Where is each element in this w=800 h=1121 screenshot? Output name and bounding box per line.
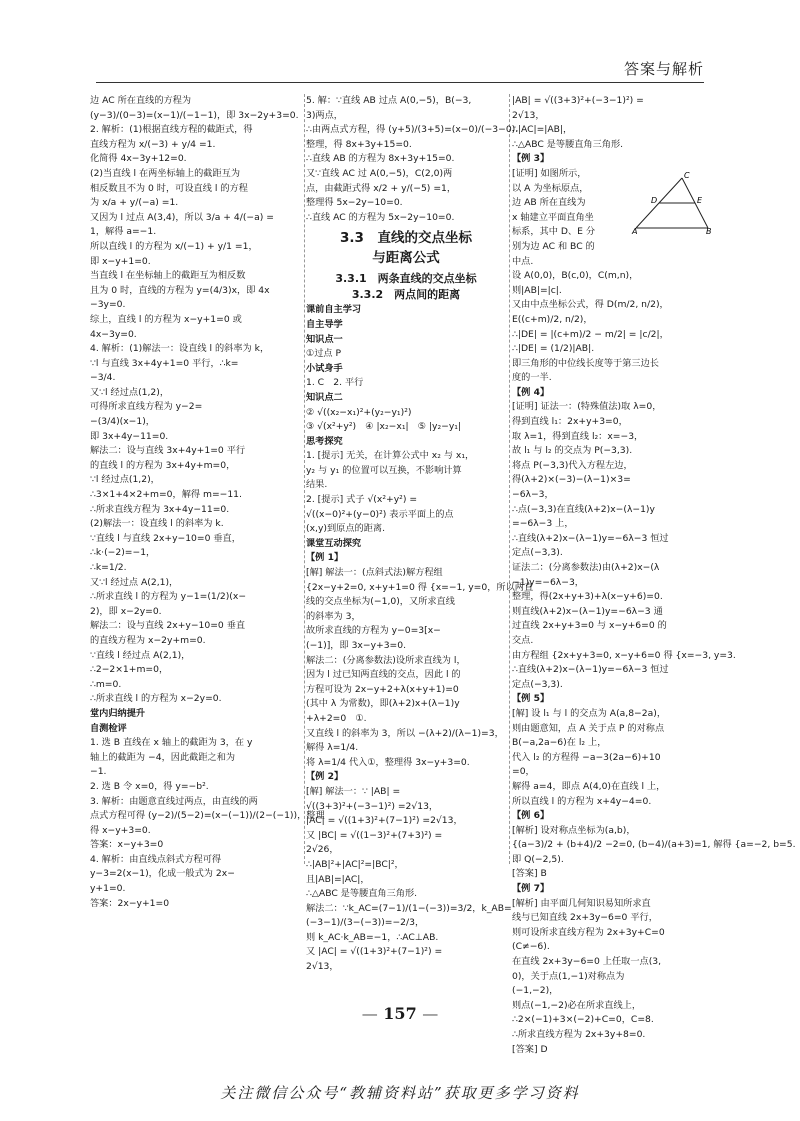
text-line: 整理，得(2x+y+3)+λ(x−y+6)=0. xyxy=(512,591,663,603)
text-line: 的直线方程为 x−2y+m=0. xyxy=(90,634,206,646)
text-line: (−1,−2)， xyxy=(512,985,559,997)
text-line: 方程可设为 2x−y+2+λ(x+y+1)=0 xyxy=(306,683,459,695)
text-line: 别为边 AC 和 BC 的 xyxy=(512,240,595,252)
text-line: 得 x−y+3=0. xyxy=(90,824,151,836)
text-line: (其中 λ 为常数)，即(λ+2)x+(λ−1)y xyxy=(306,698,460,710)
text-line: 小试身手 xyxy=(306,362,343,374)
text-line: 将 λ=1/4 代入①，整理得 3x−y+3=0. xyxy=(306,756,470,768)
text-line: ∴△ABC 是等腰直角三角形. xyxy=(512,138,624,150)
text-line: 代入 l₂ 的方程得 −a−3(2a−6)+10 xyxy=(512,751,661,763)
text-line: 【例 3】 xyxy=(512,153,550,165)
text-line: 0)，关于点(1,−1)对称点为 xyxy=(512,970,625,982)
text-line: ∴k·(−2)=−1， xyxy=(90,547,156,559)
text-line: ∴m=0. xyxy=(90,678,122,690)
text-line: [解析] 设对称点坐标为(a,b)， xyxy=(512,824,636,836)
label-a: A xyxy=(632,227,638,236)
text-line: [证明] 如图所示， xyxy=(512,167,587,179)
text-line: ∴所求直线方程为 2x+3y+8=0. xyxy=(512,1029,646,1040)
text-line: 4. 解析：(1)解法一：设直线 l 的斜率为 k， xyxy=(90,343,270,355)
text-line: 又∵l 经过点 A(2,1)， xyxy=(90,576,179,588)
page-number: — 157 — xyxy=(361,1004,439,1023)
text-line: [解析] 由平面几何知识易知所求直 xyxy=(512,897,651,909)
text-line: −(3/4)(x−1)， xyxy=(90,416,155,428)
text-line: 1. C 2. 平行 xyxy=(306,377,364,389)
text-line: 解法二：设与直线 3x+4y+1=0 平行 xyxy=(90,445,246,457)
text-line: ∴所求直线方程为 3x+4y−11=0. xyxy=(90,503,230,515)
text-line: 整理得 5x−2y−10=0. xyxy=(306,197,403,209)
text-line: 因为 l 过已知两直线的交点，因此 l 的 xyxy=(306,669,461,681)
text-line: 2. 解析：(1)根据直线方程的截距式，得 xyxy=(90,124,253,136)
text-line: 所以直线 l 的方程为 x/(−1) + y/1 =1， xyxy=(90,240,258,252)
text-line: 堂内归纳提升 xyxy=(90,707,146,719)
text-line: ∵l 经过点(1,2)， xyxy=(90,474,160,486)
text-line: 解得 a=4，即点 A(4,0)在直线 l 上， xyxy=(512,780,666,792)
text-line: −6λ−3， xyxy=(512,489,554,501)
text-line: 5. 解：∵直线 AB 过点 A(0,−5)，B(−3, xyxy=(306,95,472,106)
text-line: =−6λ−3 上， xyxy=(512,518,574,530)
text-line: 【例 2】 xyxy=(306,771,344,783)
text-line: ∴所求直线 l 的方程为 x−2y=0. xyxy=(90,693,222,705)
text-line: 2√13， xyxy=(512,109,545,121)
text-line: 3. 解析：由题意直线过两点，由直线的两 xyxy=(90,795,258,807)
text-line: 的斜率为 3， xyxy=(306,610,361,622)
text-line: 则由题意知，点 A 关于点 P 的对称点 xyxy=(512,722,665,734)
text-line: 设 A(0,0)，B(c,0)，C(m,n)， xyxy=(512,270,639,282)
text-line: 2√26， xyxy=(306,844,339,856)
text-line: 思考探究 xyxy=(306,435,343,447)
header-title: 答案与解析 xyxy=(623,60,704,78)
text-line: 解得 λ=1/4. xyxy=(306,742,359,754)
text-line: 将点 P(−3,3)代入方程左边， xyxy=(512,459,633,471)
text-line: {2x−y+2=0, x+y+1=0 得 {x=−1, y=0，所以两直 xyxy=(306,581,534,593)
text-line: 以 A 为坐标原点， xyxy=(512,182,589,194)
text-line: 线与已知直线 2x+3y−6=0 平行， xyxy=(512,912,658,924)
text-line: 所以直线 l 的方程为 x+4y−4=0. xyxy=(512,795,652,807)
label-c: C xyxy=(684,171,690,180)
text-line: 自主导学 xyxy=(306,318,343,330)
text-line: ∴直线 AB 的方程为 8x+3y+15=0. xyxy=(306,153,455,165)
subsection-title-2: 3.3.2 两点间的距离 xyxy=(351,288,461,302)
text-line: 课前自主学习 xyxy=(306,304,362,316)
text-line: 整理，得 8x+3y+15=0. xyxy=(306,138,412,150)
text-line: 故所求直线的方程为 y−0=3[x− xyxy=(306,625,441,637)
text-line: 知识点一 xyxy=(306,333,343,345)
text-line: ∴所求直线 l 的方程为 y−1=(1/2)(x− xyxy=(90,591,247,603)
text-line: 又 |BC| = √((1−3)²+(7+3)²) = xyxy=(306,829,443,841)
text-line: 在直线 2x+3y−6=0 上任取一点(3, xyxy=(512,956,662,968)
text-line: 得(λ+2)×(−3)−(λ−1)×3= xyxy=(512,474,631,486)
text-line: 3)两点， xyxy=(306,109,343,121)
triangle-figure xyxy=(632,172,714,234)
text-line: 故 l₁ 与 l₂ 的交点为 P(−3,3). xyxy=(512,445,633,457)
text-line: x 轴建立平面直角坐 xyxy=(512,211,594,223)
text-line: 1，解得 a=−1. xyxy=(90,226,157,238)
text-line: ∵l 与直线 3x+4y+1=0 平行，∴k= xyxy=(90,357,239,369)
text-line: 则直线(λ+2)x−(λ−1)y=−6λ−3 通 xyxy=(512,605,663,617)
text-line: 又由中点坐标公式，得 D(m/2, n/2)， xyxy=(512,299,669,311)
text-line: |AC| = √((1+3)²+(7−1)²) =2√13， xyxy=(306,815,463,827)
text-line: ∴|DE| = (1/2)|AB|. xyxy=(512,343,595,355)
text-line: ∴|DE| = |(c+m)/2 − m/2| = |c/2|， xyxy=(512,328,669,340)
text-line: y−3=2(x−1)，化成一般式为 2x− xyxy=(90,868,235,880)
text-line: ∴点(−3,3)在直线(λ+2)x−(λ−1)y xyxy=(512,503,655,515)
text-line: 取 λ=1，得到直线 l₂：x=−3， xyxy=(512,430,644,442)
text-line: 又因为 l 过点 A(3,4)，所以 3/a + 4/(−a) = xyxy=(90,211,274,223)
text-line: (2)解法一：设直线 l 的斜率为 k. xyxy=(90,518,224,530)
section-title-b: 与距离公式 xyxy=(372,250,440,267)
text-line: ①过点 P xyxy=(306,348,342,360)
text-line: 1. [提示] 无关，在计算公式中 x₂ 与 x₁， xyxy=(306,450,475,462)
label-b: B xyxy=(706,227,712,236)
text-line: 为 x/a + y/(−a) =1. xyxy=(90,197,179,209)
text-line: ∴|AC|=|AB|， xyxy=(512,124,573,136)
text-line: −3/4. xyxy=(90,372,116,384)
text-line: ∴由两点式方程，得 (y+5)/(3+5)=(x−0)/(−3−0). xyxy=(306,124,519,136)
text-line: 证法二：(分离参数法)由(λ+2)x−(λ xyxy=(512,562,660,573)
label-e: E xyxy=(697,196,703,205)
text-line: [答案] B xyxy=(512,868,547,880)
text-line: ∴2×(−1)+3×(−2)+C=0，C=8. xyxy=(512,1014,654,1026)
subsection-title-1: 3.3.1 两条直线的交点坐标 xyxy=(335,272,477,286)
text-line: [证明] 证法一：(特殊值法)取 λ=0， xyxy=(512,401,662,413)
text-line: 可得所求直线方程为 y−2= xyxy=(90,401,203,413)
text-line: [答案] D xyxy=(512,1043,548,1055)
text-line: 答案：2x−y+1=0 xyxy=(90,897,170,909)
text-line: 2. 选 B 令 x=0，得 y=−b². xyxy=(90,780,209,792)
text-line: √((x−0)²+(y−0)²) 表示平面上的点 xyxy=(306,508,454,520)
text-line: 解法二：设与直线 2x+y−10=0 垂直 xyxy=(90,620,246,632)
text-line: (C≠−6). xyxy=(512,941,550,953)
text-line: ∴直线(λ+2)x−(λ−1)y=−6λ−3 恒过 xyxy=(512,532,669,544)
text-line: ② √((x₂−x₁)²+(y₂−y₁)²) xyxy=(306,406,412,418)
text-line: 直线方程为 x/(−3) + y/4 =1. xyxy=(90,138,216,150)
text-line: 交点. xyxy=(512,634,534,646)
text-line: 则 k_AC·k_AB=−1，∴AC⊥AB. xyxy=(306,931,439,943)
text-line: 轴上的截距为 −4，因此截距之和为 xyxy=(90,751,236,763)
text-line: 点，由截距式得 x/2 + y/(−5) =1， xyxy=(306,182,457,194)
text-line: ∵直线 l 经过点 A(2,1)， xyxy=(90,649,191,661)
text-line: y₂ 与 y₁ 的位置可以互换，不影响计算 xyxy=(306,464,462,476)
text-line: 1. 选 B 直线在 x 轴上的截距为 3，在 y xyxy=(90,737,253,749)
text-line: √((3+3)²+(−3−1)²) =2√13， xyxy=(306,800,439,812)
label-d: D xyxy=(651,196,658,205)
text-line: 边 AC 所在直线的方程为 xyxy=(90,95,192,106)
text-line: 即三角形的中位线长度等于第三边长 xyxy=(512,357,659,369)
text-line: 课堂互动探究 xyxy=(306,537,362,549)
text-line: E((c+m)/2, n/2)， xyxy=(512,313,593,325)
text-line: 且为 0 时，直线的方程为 y=(4/3)x，即 4x xyxy=(90,284,270,296)
text-line: 则点(−1,−2)必在所求直线上， xyxy=(512,999,642,1011)
text-line: 知识点二 xyxy=(306,391,343,403)
text-line: |AB| = √((3+3)²+(−3−1)²) = xyxy=(512,95,644,106)
text-line: 点式方程可得 (y−2)/(5−2)=(x−(−1))/(2−(−1))，整理 xyxy=(90,810,325,822)
text-line: ∴△ABC 是等腰直角三角形. xyxy=(306,888,418,900)
text-line: {(a−3)/2 + (b+4)/2 −2=0, (b−4)/(a+3)=1, 解得 {a=−2, b=5. xyxy=(512,839,796,851)
text-line: [解] 解法一：(点斜式法)解方程组 xyxy=(306,567,443,579)
text-line: ∴3×1+4×2+m=0，解得 m=−11. xyxy=(90,489,242,501)
section-title-a: 3.3 直线的交点坐标 xyxy=(340,230,472,247)
text-line: 自测检评 xyxy=(90,722,127,734)
text-line: ∴直线(λ+2)x−(λ−1)y=−6λ−3 恒过 xyxy=(512,664,669,676)
text-line: 边 AB 所在直线为 xyxy=(512,197,586,209)
text-line: 【例 6】 xyxy=(512,810,550,822)
column-right xyxy=(512,94,796,1057)
text-line: 综上，直线 l 的方程为 x−y+1=0 或 xyxy=(90,313,242,325)
text-line: 且|AB|=|AC|， xyxy=(306,873,370,885)
text-line: 则|AB|=|c|. xyxy=(512,284,562,296)
text-line: 定点(−3,3). xyxy=(512,547,563,559)
text-line: ③ √(x²+y²) ④ |x₂−x₁| ⑤ |y₂−y₁| xyxy=(306,421,462,433)
text-line: 定点(−3,3). xyxy=(512,678,563,690)
text-line: (y−3)/(0−3)=(x−1)/(−1−1)，即 3x−2y+3=0. xyxy=(90,109,299,121)
text-line: 又∵l 经过点(1,2)， xyxy=(90,386,170,398)
text-line: ∵直线 l 与直线 2x+y−10=0 垂直， xyxy=(90,532,241,544)
text-line: 【例 7】 xyxy=(512,883,550,895)
text-line: ∴2−2×1+m=0， xyxy=(90,664,169,676)
text-line: 【例 4】 xyxy=(512,386,550,398)
text-line: 得到直线 l₁：2x+y+3=0， xyxy=(512,416,628,428)
text-line: −1)y=−6λ−3， xyxy=(512,576,584,588)
text-line: 由方程组 {2x+y+3=0, x−y+6=0 得 {x=−3, y=3. xyxy=(512,649,736,661)
text-line: 相反数且不为 0 时，可设直线 l 的方程 xyxy=(90,182,248,194)
text-line: −3y=0. xyxy=(90,299,126,311)
text-line: 当直线 l 在坐标轴上的截距互为相反数 xyxy=(90,270,246,282)
text-line: 线的交点坐标为(−1,0)，又所求直线 xyxy=(306,596,455,608)
text-line: 过直线 2x+y+3=0 与 x−y+6=0 的 xyxy=(512,620,667,632)
text-line: 2√13， xyxy=(306,961,339,973)
text-line: 【例 1】 xyxy=(306,552,344,564)
text-line: (−3−1)/(3−(−3))=−2/3， xyxy=(306,917,425,929)
text-line: ∴|AB|²+|AC|²=|BC|²， xyxy=(306,858,404,870)
footer-note: 关注微信公众号“教辅资料站”获取更多学习资料 xyxy=(220,1084,580,1102)
text-line: 解法二：∵k_AC=(7−1)/(1−(−3))=3/2，k_AB= xyxy=(306,902,512,914)
text-line: 又直线 l 的斜率为 3，所以 −(λ+2)/(λ−1)=3， xyxy=(306,727,504,739)
text-line: 解法二：(分离参数法)设所求直线为 l， xyxy=(306,654,466,666)
text-line: −1. xyxy=(90,766,107,778)
text-line: ∴k=1/2. xyxy=(90,562,127,573)
text-line: [解] 设 l₁ 与 l 的交点为 A(a,8−2a)， xyxy=(512,707,667,719)
text-line: 答案：x−y+3=0 xyxy=(90,839,164,851)
text-line: 又∵直线 AC 过 A(0,−5)，C(2,0)两 xyxy=(306,167,453,179)
text-line: 度的一半. xyxy=(512,372,552,384)
text-line: (2)当直线 l 在两坐标轴上的截距互为 xyxy=(90,167,241,179)
text-line: 2. [提示] 式子 √(x²+y²) = xyxy=(306,494,418,506)
text-line: 化简得 4x−3y+12=0. xyxy=(90,153,187,165)
text-line: ∴直线 AC 的方程为 5x−2y−10=0. xyxy=(306,211,455,223)
text-line: y+1=0. xyxy=(90,883,126,895)
text-line: 即 3x+4y−11=0. xyxy=(90,430,169,442)
text-line: 又 |AC| = √((1+3)²+(7−1)²) = xyxy=(306,946,443,958)
text-line: +λ+2=0 ①. xyxy=(306,712,367,724)
text-line: (x,y)到原点的距离. xyxy=(306,523,386,535)
text-line: 结果. xyxy=(306,479,328,491)
text-line: 中点. xyxy=(512,255,534,267)
text-line: B(−a,2a−6)在 l₂ 上， xyxy=(512,737,607,749)
header-rule xyxy=(96,82,704,83)
column-divider xyxy=(304,94,305,864)
column-divider xyxy=(509,94,510,864)
text-line: =0， xyxy=(512,766,535,778)
text-line: 标系，其中 D、E 分 xyxy=(512,226,596,238)
text-line: 则可设所求直线方程为 2x+3y+C=0 xyxy=(512,926,665,938)
text-line: 4x−3y=0. xyxy=(90,328,137,340)
text-line: 即 Q(−2,5). xyxy=(512,853,564,865)
text-line: 的直线 l 的方程为 3x+4y+m=0， xyxy=(90,459,236,471)
text-line: 2)，即 x−2y=0. xyxy=(90,605,162,617)
text-line: [解] 解法一：∵ |AB| = xyxy=(306,785,401,797)
text-line: 即 x−y+1=0. xyxy=(90,255,151,267)
text-line: (−1)]，即 3x−y+3=0. xyxy=(306,640,407,651)
text-line: 4. 解析：由直线点斜式方程可得 xyxy=(90,853,222,865)
text-line: 【例 5】 xyxy=(512,693,550,705)
